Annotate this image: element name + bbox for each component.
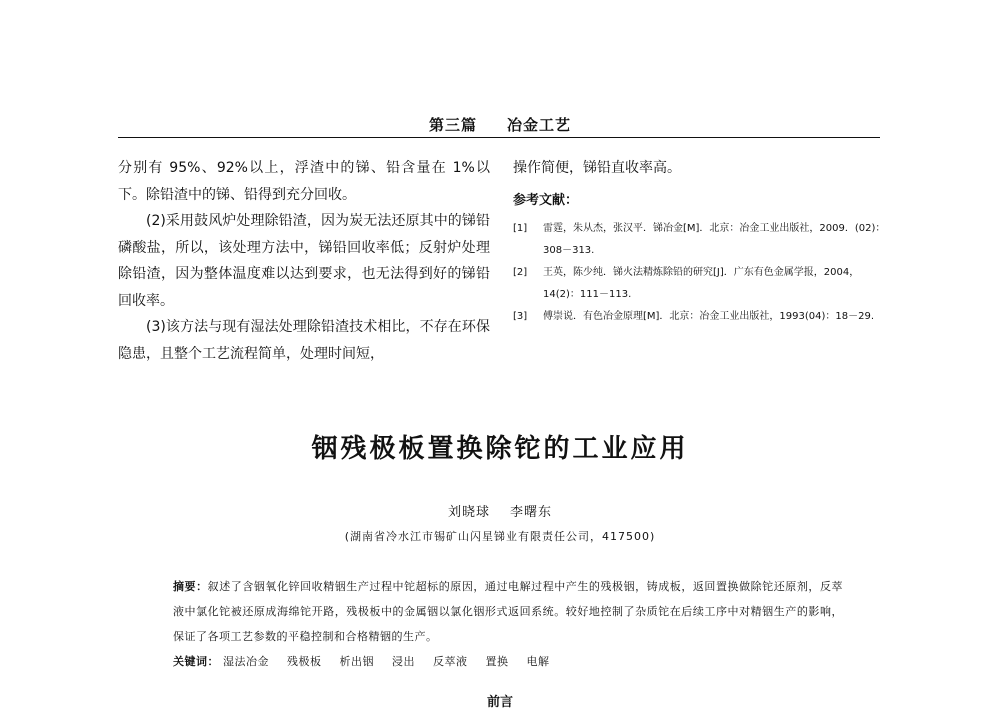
keywords-label: 关键词：	[173, 655, 219, 668]
next-section-heading: 前言	[486, 695, 513, 710]
right-column	[513, 155, 893, 328]
authors	[0, 501, 1000, 520]
keyword: 浸出	[392, 655, 415, 668]
left-column	[118, 155, 490, 367]
reference-text: 王英，陈少纯．锑火法精炼除铅的研究[J]．广东有色金属学报，2004，14(2)：111－113.	[543, 267, 860, 300]
keyword: 电解	[526, 655, 550, 668]
reference-number: [3]	[513, 311, 528, 322]
keyword: 反萃液	[433, 655, 468, 668]
reference-number: [1]	[513, 223, 528, 234]
keyword: 湿法冶金	[223, 655, 269, 668]
left-paragraph-1: 分别有 95%、92%以上，浮渣中的锑、铅含量在 1%以下。除铅渣中的锑、铅得到充分回收。	[118, 160, 490, 203]
author-1: 刘晓球	[447, 505, 490, 520]
author-2: 李曙东	[510, 505, 553, 520]
keywords	[173, 652, 843, 672]
left-paragraph-3: (3)该方法与现有湿法处理除铅渣技术相比，不存在环保隐患，且整个工艺流程简单，处理时间短，	[118, 319, 490, 362]
reference-number: [2]	[513, 267, 528, 278]
section-header	[0, 114, 1000, 135]
header-rule	[118, 137, 880, 138]
left-paragraph-2: (2)采用鼓风炉处理除铅渣，因为炭无法还原其中的锑铅磷酸盐，所以，该处理方法中，锑铅回收率低；反射炉处理除铅渣，因为整体温度难以达到要求，也无法得到好的锑铅回收率。	[118, 213, 490, 309]
keyword: 析出铟	[339, 655, 374, 668]
reference-text: 傅崇说．有色冶金原理[M]．北京：冶金工业出版社，1993(04)：18－29.	[543, 311, 875, 322]
section-title: 冶金工艺	[507, 116, 572, 134]
right-continuation: 操作简便，锑铅直收率高。	[513, 160, 681, 176]
keyword: 残极板	[287, 655, 322, 668]
abstract	[173, 574, 843, 649]
reference-item	[513, 218, 893, 262]
article-title: 铟残极板置换除铊的工业应用	[311, 434, 689, 464]
reference-item	[513, 262, 893, 306]
reference-item	[513, 306, 893, 328]
abstract-label: 摘要：	[173, 580, 208, 593]
affiliation: (湖南省冷水江市锡矿山闪星锑业有限责任公司，417500)	[344, 530, 656, 543]
references-title: 参考文献：	[513, 192, 579, 208]
section-part: 第三篇	[428, 116, 477, 134]
abstract-text: 叙述了含铟氧化锌回收精铟生产过程中铊超标的原因，通过电解过程中产生的残极铟，铸成板，返回置换做除铊还原剂，反萃液中氯化铊被还原成海绵铊开路，残极板中的金属铟以氯化铟形式返回系统。较好地控制了杂质铊在后续工序中对精铟生产的影响，保证了各项工艺参数的平稳控制和合格精铟的生产。	[173, 580, 844, 643]
reference-text: 雷霆，朱从杰，张汉平．锑冶金[M]．北京：冶金工业出版社，2009．(02)：308－313.	[543, 223, 886, 256]
keyword: 置换	[485, 655, 509, 668]
